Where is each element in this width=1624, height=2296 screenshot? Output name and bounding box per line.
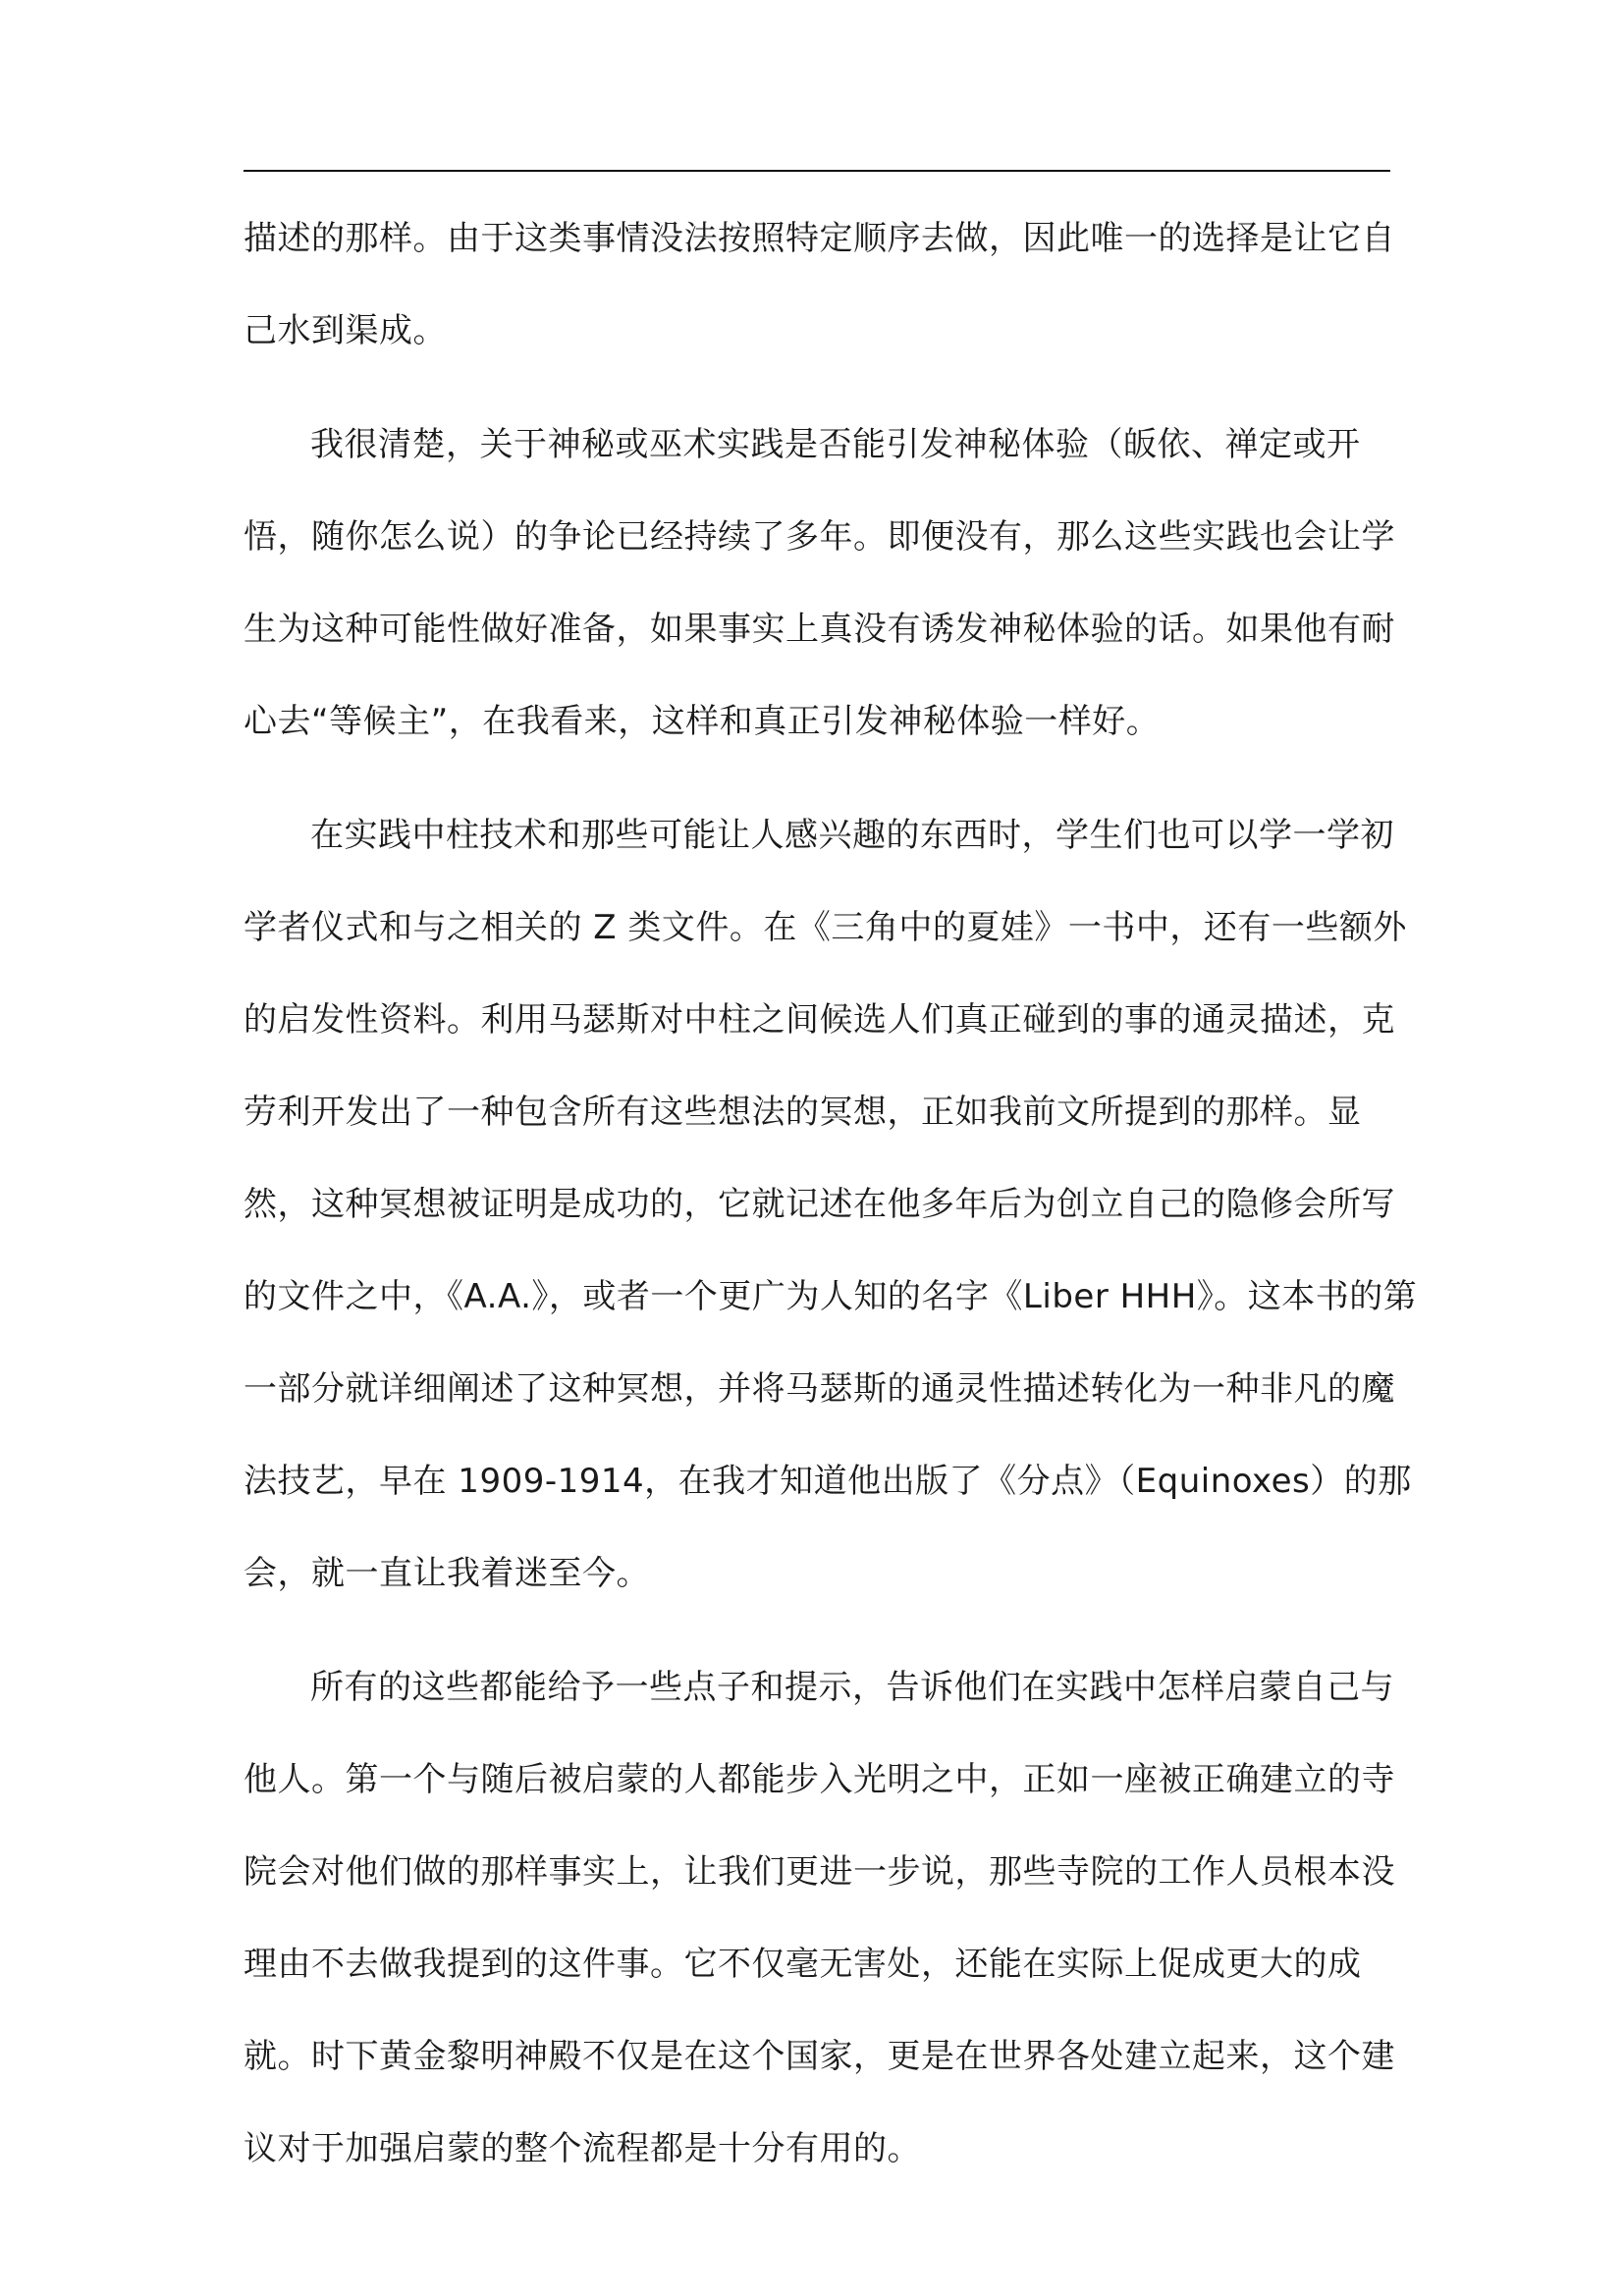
text-line: 法技艺，早在 1909-1914，在我才知道他出版了《分点》（Equinoxes）的那 — [244, 1462, 1412, 1501]
paragraph-3 — [244, 789, 1418, 1620]
text-line: 的文件之中，《A.A.》，或者一个更广为人知的名字《Liber HHH》。这本书的第 — [244, 1277, 1418, 1316]
text-line: 理由不去做我提到的这件事。它不仅毫无害处，还能在实际上促成更大的成 — [244, 1945, 1362, 1984]
text-line: 生为这种可能性做好准备，如果事实上真没有诱发神秘体验的话。如果他有耐 — [244, 610, 1395, 649]
text-line: 就。时下黄金黎明神殿不仅是在这个国家，更是在世界各处建立起来，这个建 — [244, 2037, 1395, 2076]
text-line: 然，这种冥想被证明是成功的，它就记述在他多年后为创立自己的隐修会所写 — [244, 1185, 1395, 1224]
text-line: 我很清楚，关于神秘或巫术实践是否能引发神秘体验（皈依、禅定或开 — [310, 425, 1361, 464]
body-text — [244, 192, 1418, 2195]
text-line: 会，就一直让我着迷至今。 — [244, 1554, 650, 1593]
text-line: 学者仪式和与之相关的 Z 类文件。在《三角中的夏娃》一书中，还有一些额外 — [244, 908, 1407, 947]
text-line: 悟，随你怎么说）的争论已经持续了多年。即便没有，那么这些实践也会让学 — [244, 517, 1395, 557]
text-line: 议对于加强启蒙的整个流程都是十分有用的。 — [244, 2129, 921, 2168]
text-line: 己水到渠成。 — [244, 311, 447, 350]
text-line: 劳利开发出了一种包含所有这些想法的冥想，正如我前文所提到的那样。显 — [244, 1093, 1362, 1132]
text-line: 在实践中柱技术和那些可能让人感兴趣的东西时，学生们也可以学一学初 — [310, 816, 1394, 855]
text-line: 院会对他们做的那样事实上，让我们更进一步说，那些寺院的工作人员根本没 — [244, 1852, 1395, 1892]
text-line: 他人。第一个与随后被启蒙的人都能步入光明之中，正如一座被正确建立的寺 — [244, 1760, 1395, 1799]
paragraph-2 — [244, 399, 1395, 768]
paragraph-4 — [244, 1641, 1395, 2195]
paragraph-1 — [244, 192, 1395, 377]
header-rule — [244, 170, 1390, 172]
text-line: 心去“等候主”，在我看来，这样和真正引发神秘体验一样好。 — [244, 702, 1161, 741]
text-line: 的启发性资料。利用马瑟斯对中柱之间候选人们真正碰到的事的通灵描述，克 — [244, 1000, 1395, 1040]
text-line: 所有的这些都能给予一些点子和提示，告诉他们在实践中怎样启蒙自己与 — [310, 1668, 1394, 1707]
text-line: 一部分就详细阐述了这种冥想，并将马瑟斯的通灵性描述转化为一种非凡的魔 — [244, 1369, 1395, 1409]
text-line: 描述的那样。由于这类事情没法按照特定顺序去做，因此唯一的选择是让它自 — [244, 219, 1395, 258]
